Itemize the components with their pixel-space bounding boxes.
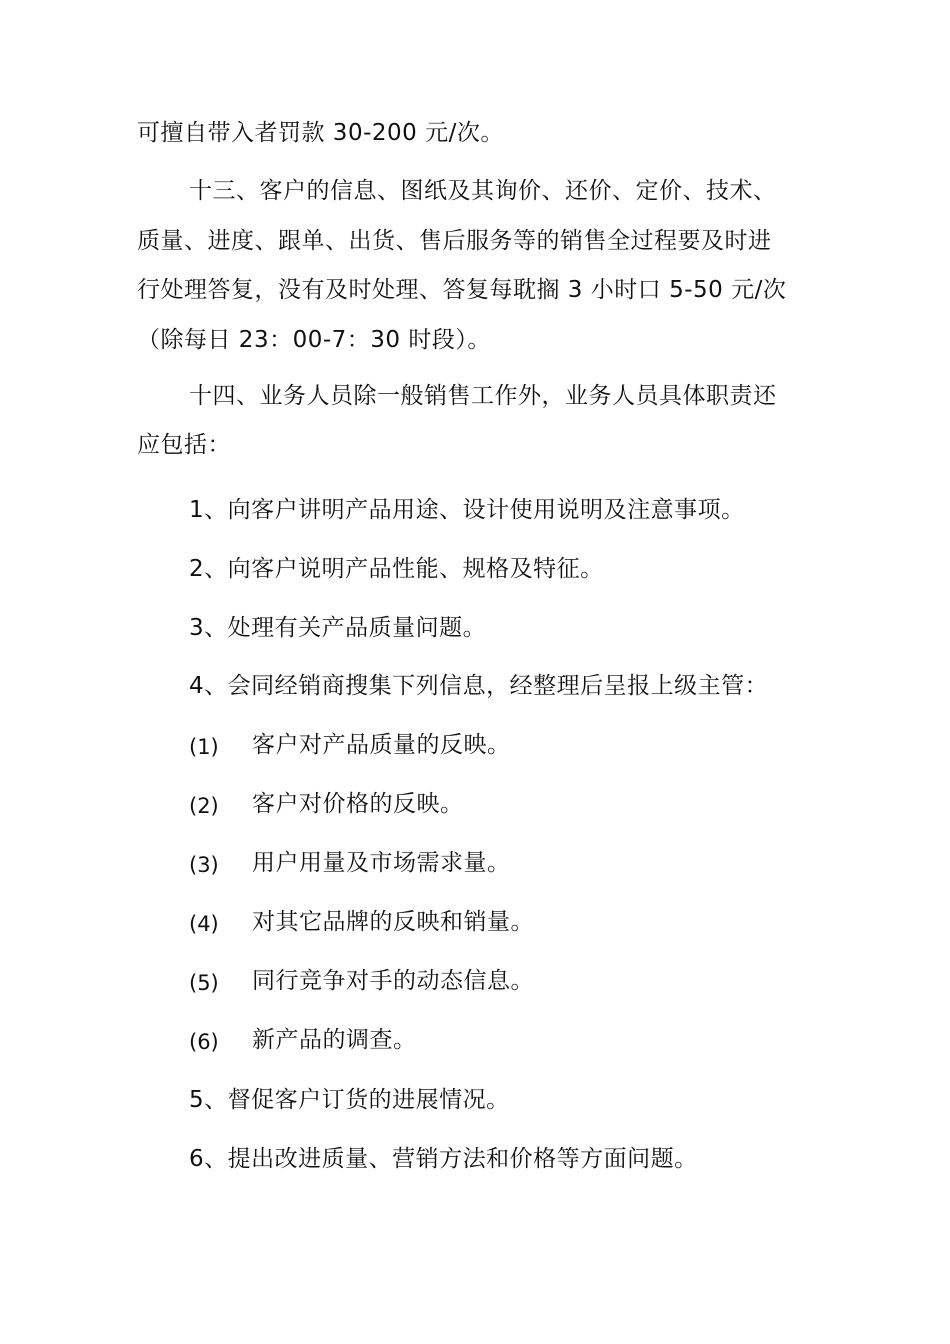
duty-item: 5、督促客户订货的进展情况。	[189, 1087, 510, 1113]
sub-item-text: 对其它品牌的反映和销量。	[252, 909, 534, 935]
duty-item: 6、提出改进质量、营销方法和价格等方面问题。	[189, 1146, 698, 1172]
paragraph-line: 可擅自带入者罚款 30-200 元/次。	[137, 120, 504, 146]
paragraph-line: 行处理答复，没有及时处理、答复每耽搁 3 小时口 5-50 元/次	[137, 277, 787, 303]
duty-item: 2、向客户说明产品性能、规格及特征。	[189, 556, 604, 582]
sub-item-text: 新产品的调查。	[252, 1027, 417, 1053]
duty-item: 3、处理有关产品质量问题。	[189, 615, 487, 641]
paragraph-line: 质量、进度、跟单、出货、售后服务等的销售全过程要及时进	[137, 228, 772, 254]
sub-item-text: 用户用量及市场需求量。	[252, 850, 511, 876]
sub-item-text: 客户对产品质量的反映。	[252, 732, 511, 758]
sub-item-number: (1)	[189, 735, 219, 759]
paragraph-line: （除每日 23：00-7：30 时段）。	[137, 327, 491, 353]
sub-item-number: (6)	[189, 1030, 219, 1054]
duty-item: 1、向客户讲明产品用途、设计使用说明及注意事项。	[189, 497, 745, 523]
paragraph-line: 应包括：	[137, 432, 231, 458]
sub-item-number: (4)	[189, 912, 219, 936]
sub-item-number: (5)	[189, 971, 219, 995]
sub-item-number: (3)	[189, 853, 219, 877]
sub-item-number: (2)	[189, 794, 219, 818]
paragraph-line: 十四、业务人员除一般销售工作外，业务人员具体职责还	[189, 383, 777, 409]
sub-item-text: 同行竞争对手的动态信息。	[252, 968, 534, 994]
paragraph-line: 十三、客户的信息、图纸及其询价、还价、定价、技术、	[189, 178, 777, 204]
sub-item-text: 客户对价格的反映。	[252, 791, 464, 817]
duty-item: 4、会同经销商搜集下列信息，经整理后呈报上级主管：	[189, 673, 769, 699]
